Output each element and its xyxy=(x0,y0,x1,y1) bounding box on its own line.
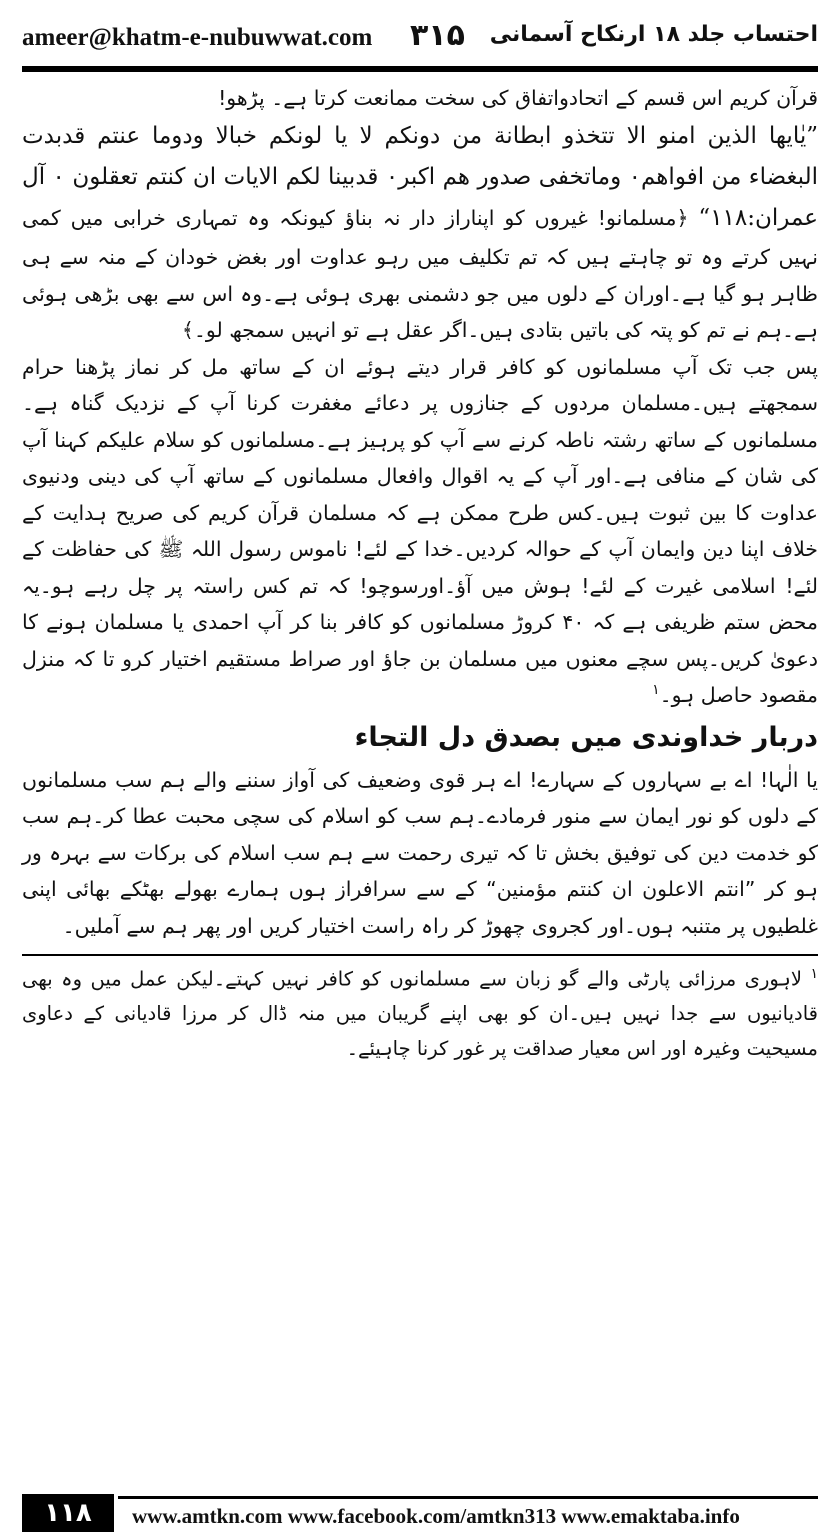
running-title: احتساب جلد ۱۸ ارنکاح آسمانی xyxy=(489,22,818,47)
header-rule xyxy=(22,66,818,72)
footnote: $^۱$ لاہوری مرزائی پارٹی والے گو زبان سے مسلمانوں کو کافر نہیں کہتے۔لیکن عمل میں وہ بھی قادیانیوں سے جدا نہیں ہیں۔ان کو بھی اپنے گریبان میں منہ ڈال کر مرزا قادیانی کے دعاوی مسیحیت وغیرہ اور اس معیار صداقت پر غور کرنا چاہیئے۔ xyxy=(22,966,818,1060)
page-header xyxy=(22,18,818,62)
arabic-verse: ”یٰایھا الذین امنو الا تتخذو ابطانة من دونکم لا یا لونکم خبالا ودوما عنتم قدبدت البغضاء من افواھم۰ وماتخفی صدور ھم اکبر۰ قدبینا لکم الایات ان کنتم تعقلون ۰ آل عمران:۱۱۸“ xyxy=(22,123,818,232)
paragraph-intro: قرآن کریم اس قسم کے اتحادواتفاق کی سخت ممانعت کرتا ہے۔ پڑھو! xyxy=(218,86,818,110)
footnote-divider xyxy=(22,954,818,956)
footer-page-number: ۱۱۸ xyxy=(22,1494,114,1532)
header-email: ameer@khatm-e-nubuwwat.com xyxy=(22,24,373,51)
verse-translation: ﴿مسلمانو! غیروں کو اپناراز دار نہ بناؤ کیونکہ وہ تمہاری خرابی میں کمی نہیں کرتے وہ تو چاہتے ہیں کہ تم تکلیف میں رہو عداوت اور بغض خودان کے منہ سے ہی ظاہر ہو گیا ہے۔اوران کے دلوں میں جو دشمنی بھری ہوئی ہے۔وہ اس سے بھی بڑھی ہوئی ہے۔ہم نے تم کو پتہ کی باتیں بتادی ہیں۔اگر عقل ہے تو انہیں سمجھ لو۔﴾ xyxy=(22,206,818,343)
page-footer xyxy=(22,1494,818,1534)
footnote-marker: ۱ xyxy=(652,682,660,699)
footnote-text: لاہوری مرزائی پارٹی والے گو زبان سے مسلمانوں کو کافر نہیں کہتے۔لیکن عمل میں وہ بھی قادیانیوں سے جدا نہیں ہیں۔ان کو بھی اپنے گریبان میں منہ ڈال کر مرزا قادیانی کے دعاوی مسیحیت وغیرہ اور اس معیار صداقت پر غور کرنا چاہیئے۔ xyxy=(22,967,818,1060)
header-page-number: ۳۱۵ xyxy=(410,18,465,53)
quran-quote xyxy=(22,116,818,348)
paragraph-prayer: یا الٰہا! اے بے سہاروں کے سہارے! اے ہر قوی وضعیف کی آواز سننے والے ہم سب مسلمانوں کے دلوں کو نور ایمان سے منور فرمادے۔ہم سب کو اسلام کی سچی محبت عطا کر۔ہم سب کو خدمت دین کی توفیق بخش تا کہ تیری رحمت سے ہم سب اسلام کی برکات سے بہرہ ور ہو کر ”انتم الاعلون ان کنتم مؤمنین“ کے سے سرافراز ہوں ہمارے بھولے بھٹکے بھائی اپنی غلطیوں پر متنبہ ہوں۔اور کجروی چھوڑ کر راہ راست اختیار کریں اور پھر ہم سے آملیں۔ xyxy=(22,767,818,938)
paragraph-argument: پس جب تک آپ مسلمانوں کو کافر قرار دیتے ہوئے ان کے ساتھ مل کر نماز پڑھنا حرام سمجھتے ہیں۔مسلمان مردوں کے جنازوں پر دعائے مغفرت کرنا آپ کے نزدیک گناہ ہے۔ مسلمانوں کے ساتھ رشتہ ناطہ کرنے سے آپ کو پرہیز ہے۔مسلمانوں کو سلام علیکم کہنا آپ کی شان کے منافی ہے۔اور آپ کے یہ اقوال وافعال مسلمانوں کے ساتھ آپ کی دینی ودنیوی عداوت کا بین ثبوت ہیں۔کس طرح ممکن ہے کہ مسلمان قرآن کریم کی صریح ہدایت کے خلاف اپنا دین وایمان آپ کے حوالہ کردیں۔خدا کے لئے! ناموس رسول اللہ ﷺ کی حفاظت کے لئے! اسلامی غیرت کے لئے! ہوش میں آؤ۔اورسوچو! کہ تم کس راستہ پر چل رہے ہو۔یہ محض ستم ظریفی ہے کہ ۴۰ کروڑ مسلمانوں کو کافر بنا کر آپ احمدی یا مسلمان ہونے کا دعویٰ کریں۔پس سچے معنوں میں مسلمان بن جاؤ اور صراط مستقیم اختیار کرو تا کہ منزل مقصود حاصل ہو۔$^۱$ xyxy=(22,354,819,708)
footer-urls: www.amtkn.com www.facebook.com/amtkn313 www.emaktaba.info xyxy=(132,1504,740,1528)
footer-rule xyxy=(118,1496,818,1499)
main-text xyxy=(22,80,818,1067)
section-heading: دربار خداوندی میں بصدق دل التجاء xyxy=(354,721,818,753)
